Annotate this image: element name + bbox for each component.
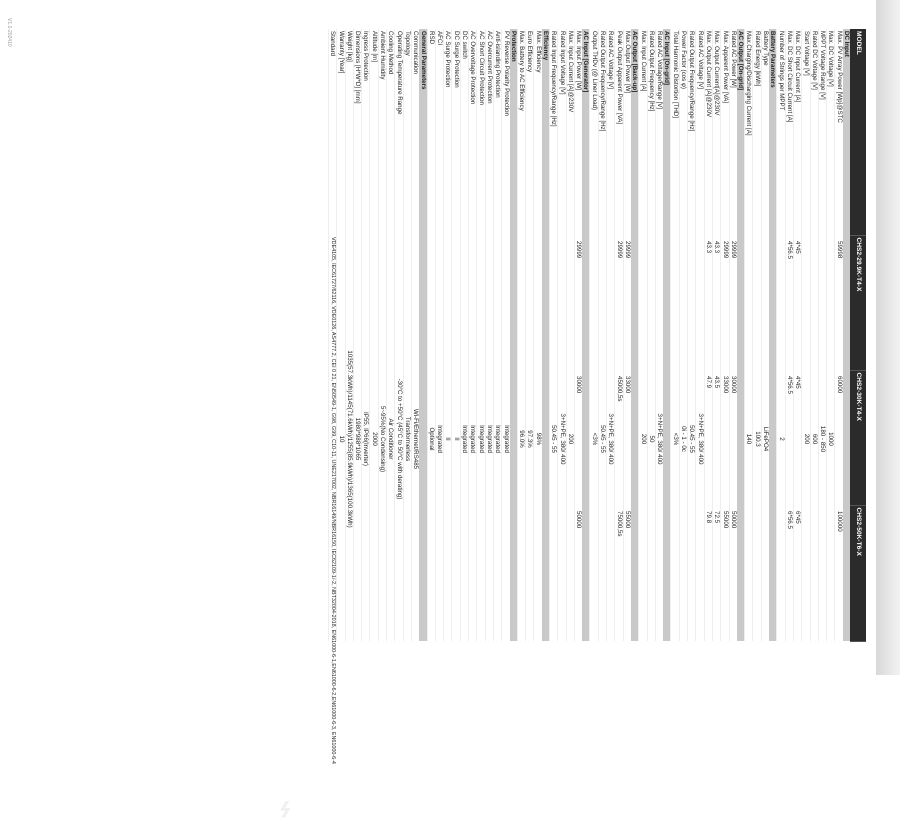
spec-row	[387, 29, 395, 641]
param-label: Standard	[329, 29, 337, 235]
param-value-shared: 50	[647, 235, 655, 641]
param-label: Max. Apparent Power [VA]	[721, 29, 729, 235]
spec-row	[353, 29, 361, 641]
param-value: 45000,5s	[615, 370, 623, 505]
param-label: Total Harmonic Distortion [THD]	[671, 29, 679, 235]
param-value: 100000	[835, 505, 843, 641]
param-label: Rated AC Voltage/Range [V]	[655, 29, 663, 235]
param-label: Max.Charging/Discharging Current [A]	[745, 29, 753, 235]
section-header	[419, 29, 427, 641]
param-value-shared: 3+N+PE, 380/ 400	[696, 235, 704, 641]
param-label: DC switch	[460, 29, 468, 235]
section-title: Protection	[510, 29, 518, 641]
param-label: Start Voltage [V]	[802, 29, 810, 235]
param-value-shared: 0i - 1 - 0c	[679, 235, 687, 641]
param-label: Max. DC Input Current [A]	[793, 29, 801, 235]
section-header	[843, 29, 850, 641]
param-value-shared: LiFePO4	[761, 235, 769, 641]
param-value: 43.3	[704, 235, 712, 370]
spec-row	[679, 29, 687, 641]
param-value: 6*56.5	[785, 505, 793, 641]
param-value-shared: Integrated	[435, 235, 443, 641]
spec-row	[590, 29, 598, 641]
param-value-shared: II	[452, 235, 460, 641]
param-value-shared: 50.45 - 55	[688, 235, 696, 641]
param-value-shared: Integrated	[502, 235, 510, 641]
spec-row	[444, 29, 452, 641]
param-value-shared: Wi-Fi/Ethernet/RS485	[411, 235, 419, 641]
param-value-shared: Integrated	[469, 235, 477, 641]
param-value-shared: 50.45 - 55	[598, 235, 606, 641]
spec-row	[598, 29, 606, 641]
spec-row	[485, 29, 493, 641]
param-value: 29999	[574, 235, 582, 370]
spec-row	[647, 29, 655, 641]
param-label: MPPT Voltage Range [V]	[818, 29, 826, 235]
section-title: DC Input	[843, 29, 850, 641]
param-label: Output THDv (@ Liner Load)	[590, 29, 598, 235]
param-value-shared: 140	[745, 235, 753, 641]
rotated-page-viewport	[40, 29, 866, 821]
param-value-shared: Integrated	[477, 235, 485, 641]
param-label: Peak Output Apparent Power [VA]	[615, 29, 623, 235]
param-label: Rated Input Frequency/Range [Hz]	[550, 29, 558, 235]
param-label: Max.Output Power [W]	[623, 29, 631, 235]
param-value: 43.5	[712, 370, 720, 505]
param-label: Max. Output Current[A]@230V	[712, 29, 720, 235]
param-label: Rated DC Voltage [V]	[810, 29, 818, 235]
param-value: 55000	[623, 505, 631, 641]
spec-row	[777, 29, 785, 641]
param-value-shared: IP55, IP66(Inverter)	[362, 235, 370, 641]
param-value-shared: 2	[777, 235, 785, 641]
spec-row	[810, 29, 818, 641]
spec-row	[639, 29, 647, 641]
spec-body	[329, 29, 851, 764]
spec-row	[460, 29, 468, 641]
param-label: Ingress Protection	[362, 29, 370, 235]
spec-row	[835, 29, 843, 641]
spec-row	[615, 29, 623, 641]
param-value: 4*56.5	[785, 235, 793, 370]
section-header	[542, 29, 550, 641]
param-label: Rated Output Frequency [Hz]	[647, 29, 655, 235]
param-value-shared: 5~95%(No Condensing)	[378, 235, 386, 641]
param-label: Altitude [m]	[370, 29, 378, 235]
spec-row	[534, 29, 542, 641]
param-value: 6*45	[793, 505, 801, 641]
spec-row	[517, 29, 525, 641]
spec-row	[566, 29, 574, 641]
spec-row	[623, 29, 631, 641]
spec-row	[395, 29, 403, 641]
param-value-shared: 96.0%	[517, 235, 525, 641]
param-label: AC Short Circuit Protection	[477, 29, 485, 235]
param-label: Max. DC Short Circuit Current [A]	[785, 29, 793, 235]
version-note: V1.1-202410	[6, 18, 12, 47]
header-row	[850, 29, 866, 641]
param-label: AC Overcurrent Protection	[485, 29, 493, 235]
param-value: 43.3	[712, 235, 720, 370]
section-header	[631, 29, 639, 641]
section-title: Efficiency	[542, 29, 550, 641]
spec-row	[345, 29, 353, 641]
param-label: Max. Input Current [A]@230V	[566, 29, 574, 235]
param-value-shared: 1980*988*1065	[353, 235, 361, 641]
param-label: Topology	[403, 29, 411, 235]
param-value-shared: 97.3%	[526, 235, 534, 641]
spec-row	[745, 29, 753, 641]
param-value-shared: 1035(57.3kWh)/1145(71.6kWh)/1255(85.9kWh)/1365(100.3kWh)	[345, 235, 353, 641]
param-label: Rated AC Power [W]	[729, 29, 737, 235]
param-value-shared: 3+N+PE, 380/ 400	[607, 235, 615, 641]
spec-row	[452, 29, 460, 641]
param-label: Weight [kg]	[345, 29, 353, 235]
param-value-shared: 98%	[534, 235, 542, 641]
spec-row	[574, 29, 582, 641]
spec-row	[550, 29, 558, 641]
param-value-shared: Optional	[427, 235, 435, 641]
param-value-shared: VDE4105, IEC61727/62116, VDE0126, AS4777.2, CEI 0 21, EN50549-1, G98, G99, C10-11, UNE217002, NBR16149/NBR16150, IEC62109-1/-2, NBT32004-2018, EN61000-6-1,EN61000-6-2,EN61000-6-3, EN61000-6-4	[330, 237, 337, 764]
spec-row	[411, 29, 419, 641]
param-value: 50000	[729, 505, 737, 641]
param-value: 79.8	[704, 505, 712, 641]
param-label: Ambient Humidity	[378, 29, 386, 235]
param-value-shared: 600	[810, 235, 818, 641]
param-label: Max. Efficiency	[534, 29, 542, 235]
param-value: 33000	[623, 370, 631, 505]
section-title: Battery Parameters	[769, 29, 777, 641]
param-value-shared: 200	[802, 235, 810, 641]
spec-row	[427, 29, 435, 641]
param-value: 4*56.5	[785, 370, 793, 505]
param-label: Battery Type	[761, 29, 769, 235]
model-column-3: CHS2-50K-T6-X	[850, 505, 866, 641]
spec-row	[655, 29, 663, 641]
model-column-1: CHS2-29.9K-T4-X	[850, 235, 866, 370]
param-value-shared: Transformerless	[403, 235, 411, 641]
param-label: AC Surge Protection	[444, 29, 452, 235]
param-label: PV Reverse Polarity Protection	[502, 29, 510, 235]
param-value: 33000	[721, 370, 729, 505]
spec-table	[328, 29, 866, 764]
spec-row	[793, 29, 801, 641]
param-label: Rated Output Frequency/Range [Hz]	[598, 29, 606, 235]
param-value-shared: 1000	[827, 235, 835, 641]
spec-row	[435, 29, 443, 641]
section-title: AC Input [Generator]	[582, 29, 590, 641]
spec-row	[802, 29, 810, 641]
section-header	[582, 29, 590, 641]
param-value-shared: 10	[337, 235, 345, 641]
spec-row	[688, 29, 696, 641]
spec-row	[729, 29, 737, 641]
param-value-shared: Integrated	[485, 235, 493, 641]
param-label: Rated Energy [kWh]	[753, 29, 761, 235]
param-value-shared: 100.3	[753, 235, 761, 641]
param-value-shared: 3+N+PE, 380/ 400	[558, 235, 566, 641]
watermark-logo: ⌁	[267, 799, 305, 821]
section-header	[663, 29, 671, 641]
spec-row	[827, 29, 835, 641]
param-value-shared: 50.45 - 55	[550, 235, 558, 641]
spec-row	[712, 29, 720, 641]
spec-row	[607, 29, 615, 641]
param-value: 29999	[615, 235, 623, 370]
param-label: Communication	[411, 29, 419, 235]
param-value-shared: 180 - 850	[818, 235, 826, 641]
param-value-shared: II	[444, 235, 452, 641]
version-note-area	[0, 0, 24, 675]
spec-row	[493, 29, 501, 641]
spec-row	[704, 29, 712, 641]
param-value: 50000	[574, 505, 582, 641]
spec-row	[761, 29, 769, 641]
param-value: 55000	[721, 505, 729, 641]
spec-row	[378, 29, 386, 641]
spec-row	[558, 29, 566, 641]
param-label: Max. DC Voltage [V]	[827, 29, 835, 235]
param-value: 29999	[623, 235, 631, 370]
spec-row	[370, 29, 378, 641]
section-header	[737, 29, 745, 641]
param-value: 4*45	[793, 235, 801, 370]
param-value: 60000	[835, 370, 843, 505]
param-value-shared: Air Conditioner	[387, 235, 395, 641]
spec-row	[362, 29, 370, 641]
param-value-shared: <3%	[671, 235, 679, 641]
param-label: Max. Input Current [A]	[639, 29, 647, 235]
spec-row	[469, 29, 477, 641]
spec-row	[329, 29, 337, 641]
param-label: RSD	[427, 29, 435, 235]
param-label: Power Factor (cos φ)	[679, 29, 687, 235]
param-value: 75000,5s	[615, 505, 623, 641]
param-value: 29999	[729, 235, 737, 370]
section-title: AC Output [On-grid]	[737, 29, 745, 641]
spec-row	[753, 29, 761, 641]
spec-row	[403, 29, 411, 641]
param-value: 30000	[729, 370, 737, 505]
spec-sheet	[40, 29, 866, 821]
spec-row	[818, 29, 826, 641]
param-value-shared: 200	[566, 235, 574, 641]
section-title: General Parameters	[419, 29, 427, 641]
param-label: AFCI	[435, 29, 443, 235]
param-label: AC Overvoltage Protection	[469, 29, 477, 235]
param-label: Number of Strings per MPPT	[777, 29, 785, 235]
param-label: Rated Input Voltage [V]	[558, 29, 566, 235]
param-value: 59998	[835, 235, 843, 370]
param-value-shared: 2000	[370, 235, 378, 641]
param-label: Warranty [Year]	[337, 29, 345, 235]
spec-row	[526, 29, 534, 641]
param-value: 47.9	[704, 370, 712, 505]
param-value-shared: <3%	[590, 235, 598, 641]
param-label: Rated AC Voltage [V]	[696, 29, 704, 235]
param-label: Anti-islanding Protection	[493, 29, 501, 235]
param-label: Rated AC Voltage [V]	[607, 29, 615, 235]
param-label: Max. Input Power [W]	[574, 29, 582, 235]
param-value: 29999	[721, 235, 729, 370]
param-label: Max. PV Array Power [Wp]@STC	[835, 29, 843, 235]
param-value: 30000	[574, 370, 582, 505]
spec-row	[477, 29, 485, 641]
param-label: Cooling Method	[387, 29, 395, 235]
spec-row	[671, 29, 679, 641]
param-value-shared: Integrated	[493, 235, 501, 641]
param-label: Dimensions [H*W*D] [mm]	[353, 29, 361, 235]
param-label: Rated Output Frequency/Range [Hz]	[688, 29, 696, 235]
param-value-shared: 200	[639, 235, 647, 641]
param-label: Euro Efficiency	[526, 29, 534, 235]
model-column-2: CHS2-30K-T4-X	[850, 370, 866, 505]
model-header: MODEL	[850, 29, 866, 235]
param-value: 4*45	[793, 370, 801, 505]
param-value-shared: Integrated	[460, 235, 468, 641]
spec-row	[785, 29, 793, 641]
param-label: Operating Temperature Range	[395, 29, 403, 235]
section-header	[769, 29, 777, 641]
param-value-shared: 3+N+PE, 380/ 400	[655, 235, 663, 641]
page-edge-shadow	[876, 0, 900, 675]
param-value: 72.5	[712, 505, 720, 641]
param-value-shared: -30°C to +50°C (45°C to 50°C with derating)	[395, 235, 403, 641]
spec-row	[696, 29, 704, 641]
section-title: AC Input [On-grid]	[663, 29, 671, 641]
param-label: DC Surge Protection	[452, 29, 460, 235]
section-header	[510, 29, 518, 641]
param-label: Max. Battery to AC Efficiency	[517, 29, 525, 235]
section-title: AC Output [Back-up]	[631, 29, 639, 641]
param-label: Max. Output Current [A]@230V	[704, 29, 712, 235]
spec-row	[337, 29, 345, 641]
spec-row	[721, 29, 729, 641]
spec-row	[502, 29, 510, 641]
